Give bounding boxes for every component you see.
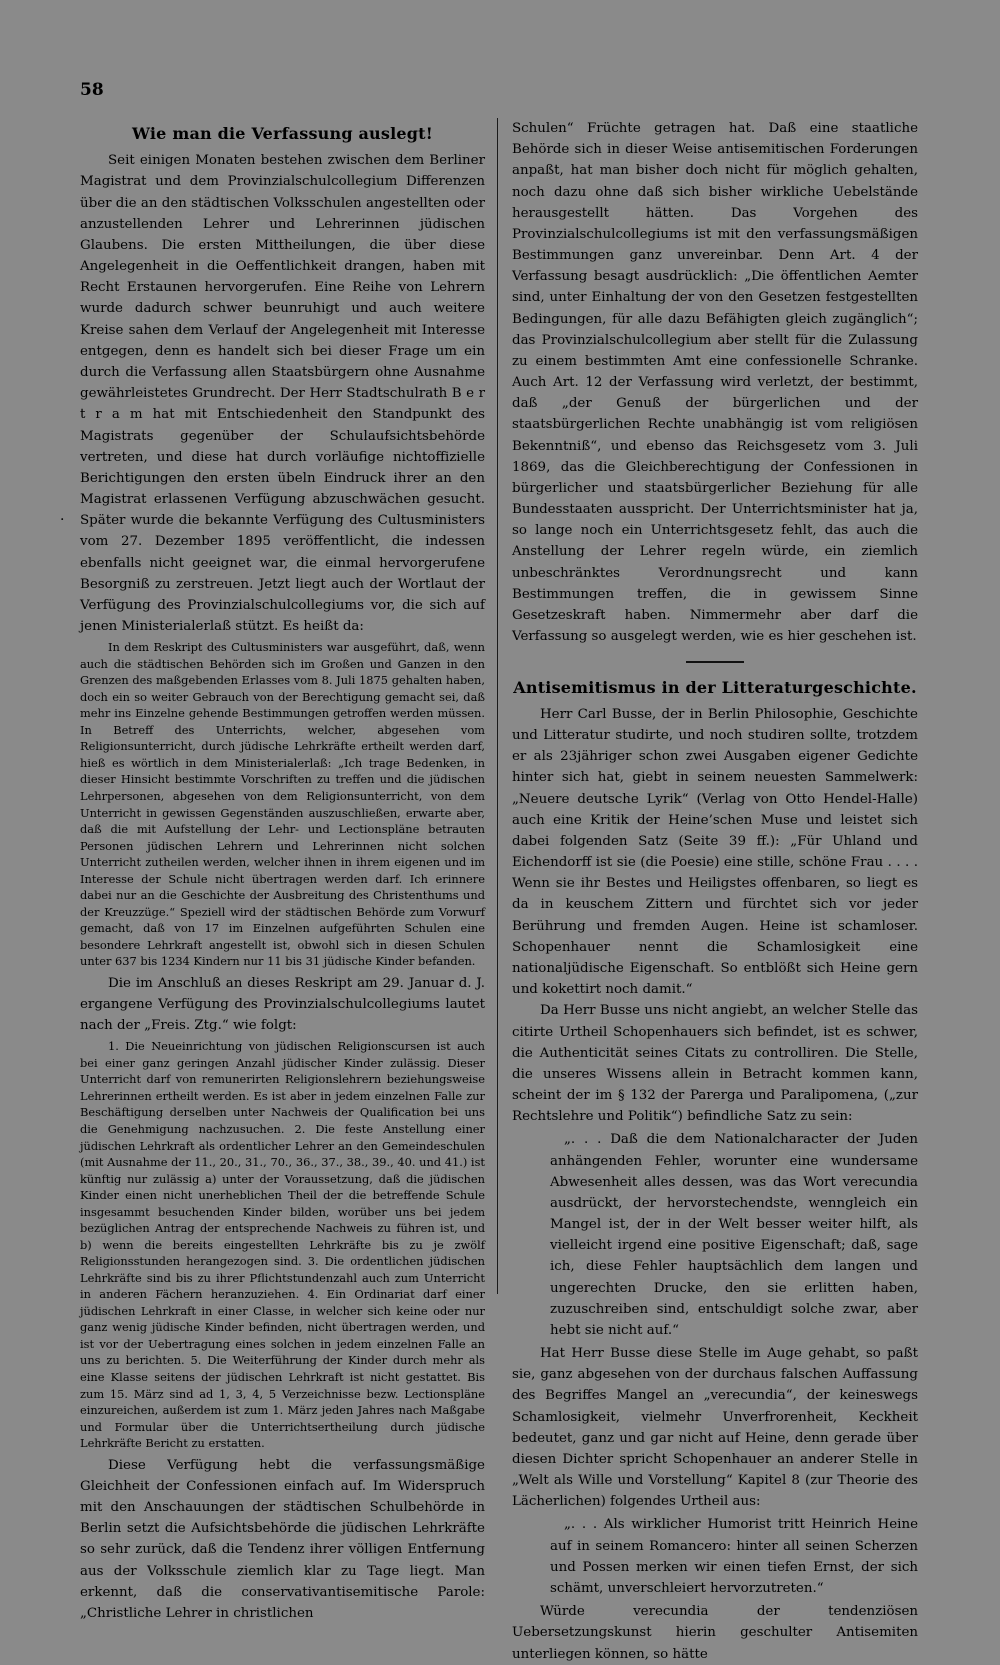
article-paragraph: Diese Verfügung hebt die verfassungsmäßige Gleichheit der Confessionen einfach auf. Im Widerspruch mit den Anschauungen der städtischen Schulbehörde in Berlin setzt die Aufsichtsbehörde die jüdischen Lehrkräfte so sehr zurück, daß die Tendenz ihrer völligen Entfernung aus der Volksschule ziemlich klar zu Tage liegt. Man erkennt, daß die conservativantisemitische Parole: „Christliche Lehrer in christlichen	[80, 1457, 485, 1621]
article-paragraph: Da Herr Busse uns nicht angiebt, an welcher Stelle das citirte Urtheil Schopenhauers sich befindet, ist es schwer, die Authenticität seines Citats zu controlliren. Die Stelle, die unseres Wissens allein in Betracht kommen kann, scheint der im § 132 der Parerga und Paralipomena, („zur Rechtslehre und Politik“) befindliche Satz zu sein:	[512, 1003, 918, 1125]
schopenhauer-quote: „. . . Daß die dem Nationalcharacter der Juden anhängenden Fehler, worunter eine wundersame Abwesenheit alles dessen, was das Wort verecundia ausdrückt, der hervorstechendste, wenngleich ein Mangel ist, der in der Welt besser weiter hilft, als vielleicht irgend eine positive Eigenschaft; daß, sage ich, diese Fehler hauptsächlich dem langen und ungerechten Drucke, den sie erlitten haben, zuzuschreiben sind, entschuldigt solche zwar, aber hebt sie nicht auf.“	[550, 1132, 918, 1338]
margin-mark: ·	[60, 512, 65, 528]
right-column	[512, 118, 918, 1662]
left-column	[80, 118, 485, 1621]
page-number: 58	[80, 80, 104, 100]
article-headline-verfassung: Wie man die Verfassung auslegt!	[132, 124, 433, 143]
article-paragraph: Hat Herr Busse diese Stelle im Auge gehabt, so paßt sie, ganz abgesehen von der durchaus falschen Auffassung des Begriffes Mangel an „verecundia“, der keineswegs Schamlosigkeit, vielmehr Unverfrorenheit, Keckheit bedeutet, ganz und gar nicht auf Heine, denn gerade über diesen Dichter spricht Schopenhauer an anderer Stelle in „Welt als Wille und Vorstellung“ Kapitel 8 (zur Theorie des Lächerlichen) folgendes Urtheil aus:	[512, 1346, 918, 1510]
article-paragraph: Seit einigen Monaten bestehen zwischen dem Berliner Magistrat und dem Provinzialschulcollegium Differenzen über die an den städtischen Volksschulen angestellten oder anzustellenden Lehrer und Lehrerinnen jüdischen Glaubens. Die ersten Mittheilungen, die über diese Angelegenheit in die Oeffentlichkeit drangen, haben mit Recht Erstaunen hervorgerufen. Eine Reihe von Lehrern wurde dadurch schwer beunruhigt und auch weitere Kreise sahen dem Verlauf der Angelegenheit mit Interesse entgegen, denn es handelt sich bei dieser Frage um ein durch die Verfassung allen Staatsbürgern ohne Ausnahme gewährleistetes Grundrecht. Der Herr Stadtschulrath B e r t r a m hat mit Entschiedenheit den Standpunkt des Magistrats gegenüber der Schulaufsichtsbehörde vertreten, und diese hat durch vorläufige nichtoffizielle Berichtigungen den ersten übeln Eindruck ihrer an den Magistrat erlassenen Verfügung abzuschwächen gesucht. Später wurde die bekannte Verfügung des Cultusministers vom 27. Dezember 1895 veröffentlicht, die indessen ebenfalls nicht geeignet war, die einmal hervorgerufene Besorgniß zu zerstreuen. Jetzt liegt auch der Wortlaut der Verfügung des Provinzialschulcollegiums vor, die sich auf jenen Ministerialerlaß stützt. Es heißt da:	[80, 153, 485, 635]
article-paragraph-continued: Schulen“ Früchte getragen hat. Daß eine staatliche Behörde sich in dieser Weise antisemitischen Forderungen anpaßt, hat man bisher doch nicht für möglich gehalten, noch dazu ohne daß sich bisher wirkliche Uebelstände herausgestellt hätten. Das Vorgehen des Provinzialschulcollegiums ist mit den verfassungsmäßigen Bestimmungen ganz unvereinbar. Denn Art. 4 der Verfassung besagt ausdrücklich: „Die öffentlichen Aemter sind, unter Einhaltung der von den Gesetzen festgestellten Bedingungen, für alle dazu Befähigten gleich zugänglich“; das Provinzialschulcollegium aber stellt für die Zulassung zu einem bestimmten Amt eine confessionelle Schranke. Auch Art. 12 der Verfassung wird verletzt, der bestimmt, daß „der Genuß der bürgerlichen und der staatsbürgerlichen Rechte unabhängig ist vom religiösen Bekenntniß“, und ebenso das Reichsgesetz vom 3. Juli 1869, das die Gleichberechtigung der Confessionen in bürgerlicher und staatsbürgerlicher Beziehung für alle Bundesstaaten ausspricht. Der Unterrichtsminister hat ja, so lange noch ein Unterrichtsgesetz fehlt, das auch die Anstellung der Lehrer regeln würde, ein ziemlich unbeschränktes Verordnungsrecht und kann Bestimmungen treffen, die in gewissem Sinne Gesetzeskraft haben. Nimmermehr aber darf die Verfassung so ausgelegt werden, wie es hier geschehen ist.	[512, 121, 918, 645]
quoted-verfuegung: 1. Die Neueinrichtung von jüdischen Religionscursen ist auch bei einer ganz geringen Anzahl jüdischer Kinder zulässig. Dieser Unterricht darf von remunerirten Religionslehrern beziehungsweise Lehrerinnen ertheilt werden. Es ist aber in jedem einzelnen Falle zur Beschäftigung derselben unter Nachweis der Qualification bei uns die Genehmigung nachzusuchen. 2. Die feste Anstellung einer jüdischen Lehrkraft als ordentlicher Lehrer an den Gemeindeschulen (mit Ausnahme der 11., 20., 31., 70., 36., 37., 38., 39., 40. und 41.) ist künftig nur zulässig a) unter der Voraussetzung, daß die jüdischen Kinder einen nicht unerheblichen Theil der die betreffende Schule insgesammt besuchenden Kinder bilden, worüber uns bei jedem bezüglichen Antrag der entsprechende Nachweis zu führen ist, und b) wenn die bereits eingestellten Lehrkräfte bis zu je zwölf Religionsstunden herangezogen sind. 3. Die ordentlichen jüdischen Lehrkräfte sind bis zu ihrer Pflichtstundenzahl auch zum Unterricht in anderen Fächern heranzuziehen. 4. Ein Ordinariat darf einer jüdischen Lehrkraft in einer Classe, in welcher sich keine oder nur ganz wenig jüdische Kinder befinden, nicht übertragen werden, und ist vor der Uebertragung eines solchen in jedem einzelnen Falle an uns zu berichten. 5. Die Weiterführung der Kinder durch mehr als eine Klasse seitens der jüdischen Lehrkraft ist nicht gestattet. Bis zum 15. März sind ad 1, 3, 4, 5 Verzeichnisse bezw. Lectionspläne einzureichen, außerdem ist zum 1. März jeden Jahres nach Maßgabe und Formular über die Unterrichtsertheilung durch jüdische Lehrkräfte Bericht zu erstatten.	[80, 1039, 485, 1451]
section-divider	[512, 653, 918, 670]
quoted-reskript: In dem Reskript des Cultusministers war ausgeführt, daß, wenn auch die städtischen Behörden sich im Großen und Ganzen in den Grenzen des maßgebenden Erlasses vom 8. Juli 1875 gehalten haben, doch ein so weiter Gebrauch von der Berechtigung gemacht sei, daß mehr ins Einzelne gehende Bestimmungen getroffen werden müssen. In Betreff des Unterrichts, welcher, abgesehen vom Religionsunterricht, durch jüdische Lehrkräfte ertheilt werden darf, hieß es wörtlich in dem Ministerialerlaß: „Ich trage Bedenken, in dieser Hinsicht bestimmte Vorschriften zu treffen und die jüdischen Lehrpersonen, abgesehen von dem Religionsunterricht, von dem Unterricht in gewissen Gegenständen auszuschließen, erwarte aber, daß die mit Aufstellung der Lehr- und Lectionspläne betrauten Personen jüdischen Lehrern und Lehrerinnen nicht solchen Unterricht zutheilen werden, welcher ihnen in ihrem eigenen und im Interesse der Schule nicht übertragen werden darf. Ich erinnere dabei nur an die Geschichte der Ausbreitung des Christenthums und der Kreuzzüge.“ Speziell wird der städtischen Behörde zum Vorwurf gemacht, daß von 17 im Einzelnen aufgeführten Schulen eine besondere Lehrkraft angestellt ist, obwohl sich in diesen Schulen unter 637 bis 1234 Kindern nur 11 bis 31 jüdische Kinder befanden.	[80, 640, 485, 969]
article-paragraph: Herr Carl Busse, der in Berlin Philosophie, Geschichte und Litteratur studirte, und noch studiren sollte, trotzdem er als 23jähriger schon zwei Ausgaben eigener Gedichte hinter sich hat, giebt in seinem neuesten Sammelwerk: „Neuere deutsche Lyrik“ (Verlag von Otto Hendel-Halle) auch eine Kritik der Heine’schen Muse und leistet sich dabei folgenden Satz (Seite 39 ff.): „Für Uhland und Eichendorff ist sie (die Poesie) eine stille, schöne Frau . . . . Wenn sie ihr Bestes und Heiligstes offenbaren, so liegt es da in keuschem Zittern und fürchtet sich vor jeder Berührung und fremden Augen. Heine ist schamloser. Schopenhauer nennt die Schamlosigkeit eine nationaljüdische Eigenschaft. So entblößt sich Heine gern und kokettirt noch damit.“	[512, 706, 918, 998]
article-paragraph: Würde verecundia der tendenziösen Uebersetzungskunst hierin geschulter Antisemiten unterliegen können, so hätte	[512, 1604, 918, 1662]
article-headline-antisemitismus: Antisemitismus in der Litteraturgeschichte.	[513, 677, 917, 697]
schopenhauer-quote-heine: „. . . Als wirklicher Humorist tritt Heinrich Heine auf in seinem Romancero: hinter all seinen Scherzen und Possen merken wir einen tiefen Ernst, der sich schämt, unverschleiert hervorzutreten.“	[550, 1517, 918, 1596]
article-paragraph: Die im Anschluß an dieses Reskript am 29. Januar d. J. ergangene Verfügung des Provinzialschulcollegiums lautet nach der „Freis. Ztg.“ wie folgt:	[80, 975, 485, 1034]
column-divider	[497, 118, 498, 1294]
